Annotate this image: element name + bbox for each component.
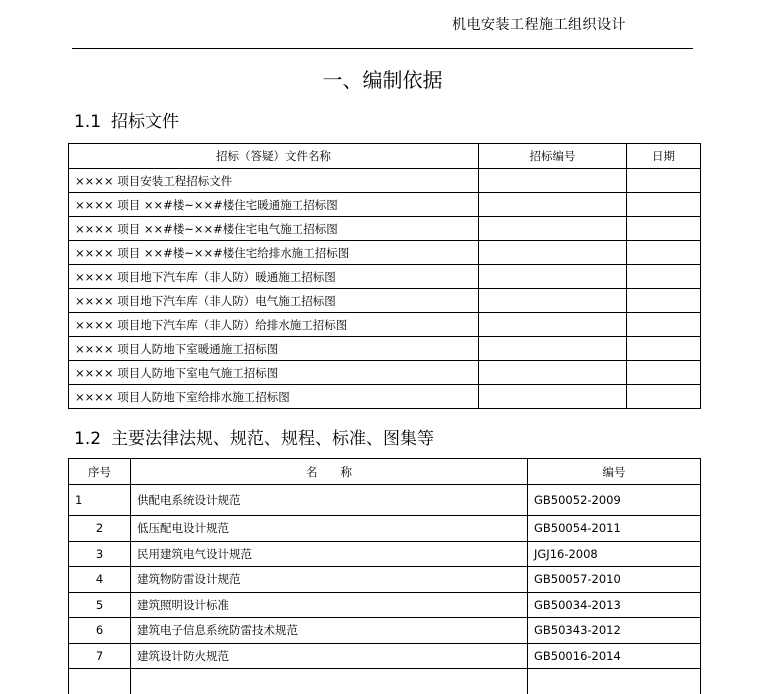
document-name-cell: ×××× 项目地下汽车库（非人防）给排水施工招标图 [69,313,479,337]
date-cell [627,385,701,409]
tender-code-cell [479,289,627,313]
date-cell [627,193,701,217]
table-header-row [69,144,701,169]
table-row [69,385,701,409]
column-header-seq: 序号 [69,459,131,485]
tender-code-cell [479,361,627,385]
document-name-cell: ×××× 项目人防地下室暖通施工招标图 [69,337,479,361]
table-row [69,618,701,644]
regulation-name-cell: 建筑照明设计标准 [131,592,528,618]
document-name-cell: ×××× 项目 ××#楼~××#楼住宅给排水施工招标图 [69,241,479,265]
section-number: 1.1 [74,112,102,132]
section-number: 1.2 [74,429,102,449]
section-1-2-heading [74,424,434,449]
document-name-cell: ×××× 项目安装工程招标文件 [69,169,479,193]
regulation-code-cell: GB50054-2011 [528,516,701,542]
document-name-cell: ×××× 项目人防地下室给排水施工招标图 [69,385,479,409]
document-name-cell: ×××× 项目 ××#楼~××#楼住宅电气施工招标图 [69,217,479,241]
table-row [69,217,701,241]
regulation-name-cell [131,669,528,694]
tender-code-cell [479,385,627,409]
regulation-code-cell: GB50343-2012 [528,618,701,644]
regulation-code-cell: JGJ16-2008 [528,541,701,567]
column-header-code: 招标编号 [479,144,627,169]
seq-cell: 6 [69,618,131,644]
column-header-name: 招标（答疑）文件名称 [69,144,479,169]
date-cell [627,241,701,265]
seq-cell: 1 [69,485,131,516]
seq-cell: 4 [69,567,131,593]
document-name-cell: ×××× 项目 ××#楼~××#楼住宅暖通施工招标图 [69,193,479,217]
document-name-cell: ×××× 项目地下汽车库（非人防）电气施工招标图 [69,289,479,313]
regulation-name-cell: 建筑电子信息系统防雷技术规范 [131,618,528,644]
table-row [69,485,701,516]
table-header-row [69,459,701,485]
seq-cell: 3 [69,541,131,567]
regulation-name-cell: 民用建筑电气设计规范 [131,541,528,567]
date-cell [627,361,701,385]
table-row-partial [69,669,701,694]
seq-cell: 7 [69,643,131,669]
column-header-date: 日期 [627,144,701,169]
regulation-code-cell: GB50052-2009 [528,485,701,516]
tender-code-cell [479,217,627,241]
tender-code-cell [479,193,627,217]
tender-code-cell [479,169,627,193]
regulation-code-cell: GB50057-2010 [528,567,701,593]
regulation-name-cell: 低压配电设计规范 [131,516,528,542]
regulation-code-cell [528,669,701,694]
regulation-name-cell: 供配电系统设计规范 [131,485,528,516]
section-title: 招标文件 [111,112,180,132]
table-row [69,169,701,193]
date-cell [627,217,701,241]
tender-code-cell [479,313,627,337]
table-row [69,193,701,217]
document-name-cell: ×××× 项目地下汽车库（非人防）暖通施工招标图 [69,265,479,289]
regulation-name-cell: 建筑设计防火规范 [131,643,528,669]
table-row [69,313,701,337]
header-rule [72,48,693,49]
column-header-code: 编号 [528,459,701,485]
section-title: 主要法律法规、规范、规程、标准、图集等 [111,429,435,449]
table-row [69,337,701,361]
section-1-1-heading [74,107,179,132]
seq-cell [69,669,131,694]
column-header-name: 名 称 [131,459,528,485]
date-cell [627,289,701,313]
regulations-table [68,458,701,694]
date-cell [627,169,701,193]
tender-documents-table [68,143,701,409]
table-row [69,361,701,385]
date-cell [627,265,701,289]
date-cell [627,313,701,337]
chapter-title: 一、编制依据 [322,68,443,92]
table-row [69,541,701,567]
tender-code-cell [479,241,627,265]
regulation-code-cell: GB50034-2013 [528,592,701,618]
regulation-name-cell: 建筑物防雷设计规范 [131,567,528,593]
table-row [69,643,701,669]
table-row [69,516,701,542]
date-cell [627,337,701,361]
tender-code-cell [479,265,627,289]
table-row [69,265,701,289]
regulation-code-cell: GB50016-2014 [528,643,701,669]
table-row [69,592,701,618]
tender-code-cell [479,337,627,361]
document-name-cell: ×××× 项目人防地下室电气施工招标图 [69,361,479,385]
seq-cell: 2 [69,516,131,542]
table-row [69,241,701,265]
table-row [69,567,701,593]
document-header-title: 机电安装工程施工组织设计 [452,17,626,33]
table-row [69,289,701,313]
seq-cell: 5 [69,592,131,618]
